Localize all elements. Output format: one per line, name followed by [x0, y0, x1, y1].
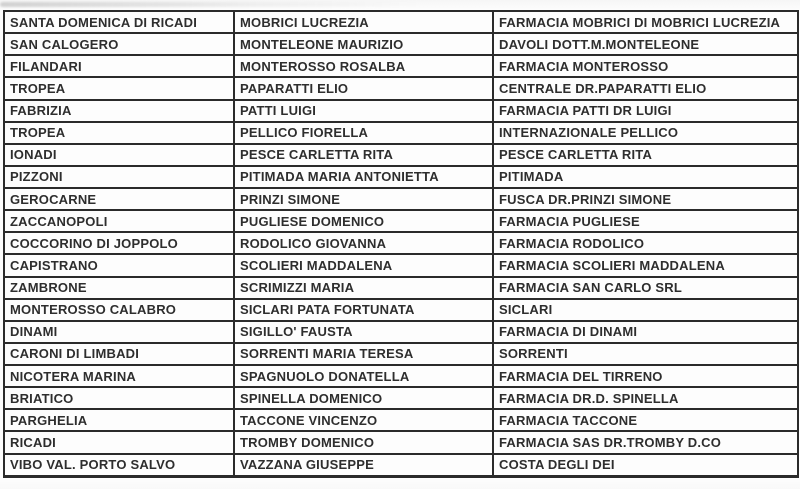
municipality-cell: PIZZONI — [4, 166, 234, 188]
table-row — [4, 321, 798, 343]
pharmacist-cell: SORRENTI MARIA TERESA — [234, 343, 493, 365]
table-row — [4, 277, 798, 299]
pharmacy-cell: FARMACIA DEL TIRRENO — [493, 365, 798, 387]
pharmacist-cell: MOBRICI LUCREZIA — [234, 11, 493, 33]
pharmacy-table-body — [4, 11, 798, 477]
table-row — [4, 33, 798, 55]
pharmacist-cell: PELLICO FIORELLA — [234, 122, 493, 144]
table-row — [4, 100, 798, 122]
pharmacist-cell: SCRIMIZZI MARIA — [234, 277, 493, 299]
pharmacist-cell: PRINZI SIMONE — [234, 188, 493, 210]
pharmacist-cell: SPINELLA DOMENICO — [234, 387, 493, 409]
pharmacy-cell: FARMACIA PATTI DR LUIGI — [493, 100, 798, 122]
pharmacy-cell: SORRENTI — [493, 343, 798, 365]
municipality-cell: COCCORINO DI JOPPOLO — [4, 232, 234, 254]
municipality-cell: SANTA DOMENICA DI RICADI — [4, 11, 234, 33]
municipality-cell: RICADI — [4, 431, 234, 453]
pharmacy-cell: CENTRALE DR.PAPARATTI ELIO — [493, 77, 798, 99]
municipality-cell: FILANDARI — [4, 55, 234, 77]
municipality-cell: ZACCANOPOLI — [4, 210, 234, 232]
pharmacy-cell: SICLARI — [493, 299, 798, 321]
scan-artifact — [0, 2, 420, 7]
table-row — [4, 188, 798, 210]
pharmacy-cell: FARMACIA SAS DR.TROMBY D.CO — [493, 431, 798, 453]
table-row — [4, 77, 798, 99]
municipality-cell: MONTEROSSO CALABRO — [4, 299, 234, 321]
pharmacy-cell: FARMACIA MOBRICI DI MOBRICI LUCREZIA — [493, 11, 798, 33]
municipality-cell: IONADI — [4, 144, 234, 166]
municipality-cell: ZAMBRONE — [4, 277, 234, 299]
table-row — [4, 166, 798, 188]
table-row — [4, 454, 798, 477]
pharmacy-cell: FUSCA DR.PRINZI SIMONE — [493, 188, 798, 210]
municipality-cell: FABRIZIA — [4, 100, 234, 122]
municipality-cell: GEROCARNE — [4, 188, 234, 210]
pharmacist-cell: RODOLICO GIOVANNA — [234, 232, 493, 254]
pharmacist-cell: PATTI LUIGI — [234, 100, 493, 122]
municipality-cell: PARGHELIA — [4, 409, 234, 431]
municipality-cell: TROPEA — [4, 77, 234, 99]
table-row — [4, 431, 798, 453]
pharmacist-cell: SICLARI PATA FORTUNATA — [234, 299, 493, 321]
pharmacist-cell: PAPARATTI ELIO — [234, 77, 493, 99]
pharmacy-cell: PITIMADA — [493, 166, 798, 188]
pharmacy-cell: FARMACIA RODOLICO — [493, 232, 798, 254]
table-row — [4, 365, 798, 387]
pharmacist-cell: TROMBY DOMENICO — [234, 431, 493, 453]
pharmacy-cell: FARMACIA MONTEROSSO — [493, 55, 798, 77]
pharmacist-cell: SCOLIERI MADDALENA — [234, 254, 493, 276]
municipality-cell: DINAMI — [4, 321, 234, 343]
pharmacy-cell: DAVOLI DOTT.M.MONTELEONE — [493, 33, 798, 55]
table-row — [4, 55, 798, 77]
table-row — [4, 254, 798, 276]
municipality-cell: NICOTERA MARINA — [4, 365, 234, 387]
pharmacy-table — [3, 10, 799, 478]
table-row — [4, 343, 798, 365]
pharmacist-cell: MONTELEONE MAURIZIO — [234, 33, 493, 55]
pharmacy-cell: FARMACIA PUGLIESE — [493, 210, 798, 232]
table-row — [4, 122, 798, 144]
municipality-cell: SAN CALOGERO — [4, 33, 234, 55]
pharmacy-cell: COSTA DEGLI DEI — [493, 454, 798, 477]
municipality-cell: CAPISTRANO — [4, 254, 234, 276]
pharmacist-cell: MONTEROSSO ROSALBA — [234, 55, 493, 77]
table-row — [4, 299, 798, 321]
pharmacy-cell: PESCE CARLETTA RITA — [493, 144, 798, 166]
pharmacist-cell: PITIMADA MARIA ANTONIETTA — [234, 166, 493, 188]
pharmacy-cell: FARMACIA SCOLIERI MADDALENA — [493, 254, 798, 276]
table-row — [4, 409, 798, 431]
table-row — [4, 11, 798, 33]
pharmacy-cell: FARMACIA DI DINAMI — [493, 321, 798, 343]
municipality-cell: CARONI DI LIMBADI — [4, 343, 234, 365]
pharmacy-cell: FARMACIA DR.D. SPINELLA — [493, 387, 798, 409]
table-row — [4, 144, 798, 166]
municipality-cell: VIBO VAL. PORTO SALVO — [4, 454, 234, 477]
pharmacist-cell: PESCE CARLETTA RITA — [234, 144, 493, 166]
pharmacy-cell: INTERNAZIONALE PELLICO — [493, 122, 798, 144]
municipality-cell: BRIATICO — [4, 387, 234, 409]
pharmacist-cell: TACCONE VINCENZO — [234, 409, 493, 431]
pharmacist-cell: SIGILLO' FAUSTA — [234, 321, 493, 343]
pharmacist-cell: SPAGNUOLO DONATELLA — [234, 365, 493, 387]
table-row — [4, 387, 798, 409]
municipality-cell: TROPEA — [4, 122, 234, 144]
pharmacy-cell: FARMACIA TACCONE — [493, 409, 798, 431]
table-row — [4, 232, 798, 254]
pharmacist-cell: VAZZANA GIUSEPPE — [234, 454, 493, 477]
table-row — [4, 210, 798, 232]
pharmacist-cell: PUGLIESE DOMENICO — [234, 210, 493, 232]
pharmacy-cell: FARMACIA SAN CARLO SRL — [493, 277, 798, 299]
